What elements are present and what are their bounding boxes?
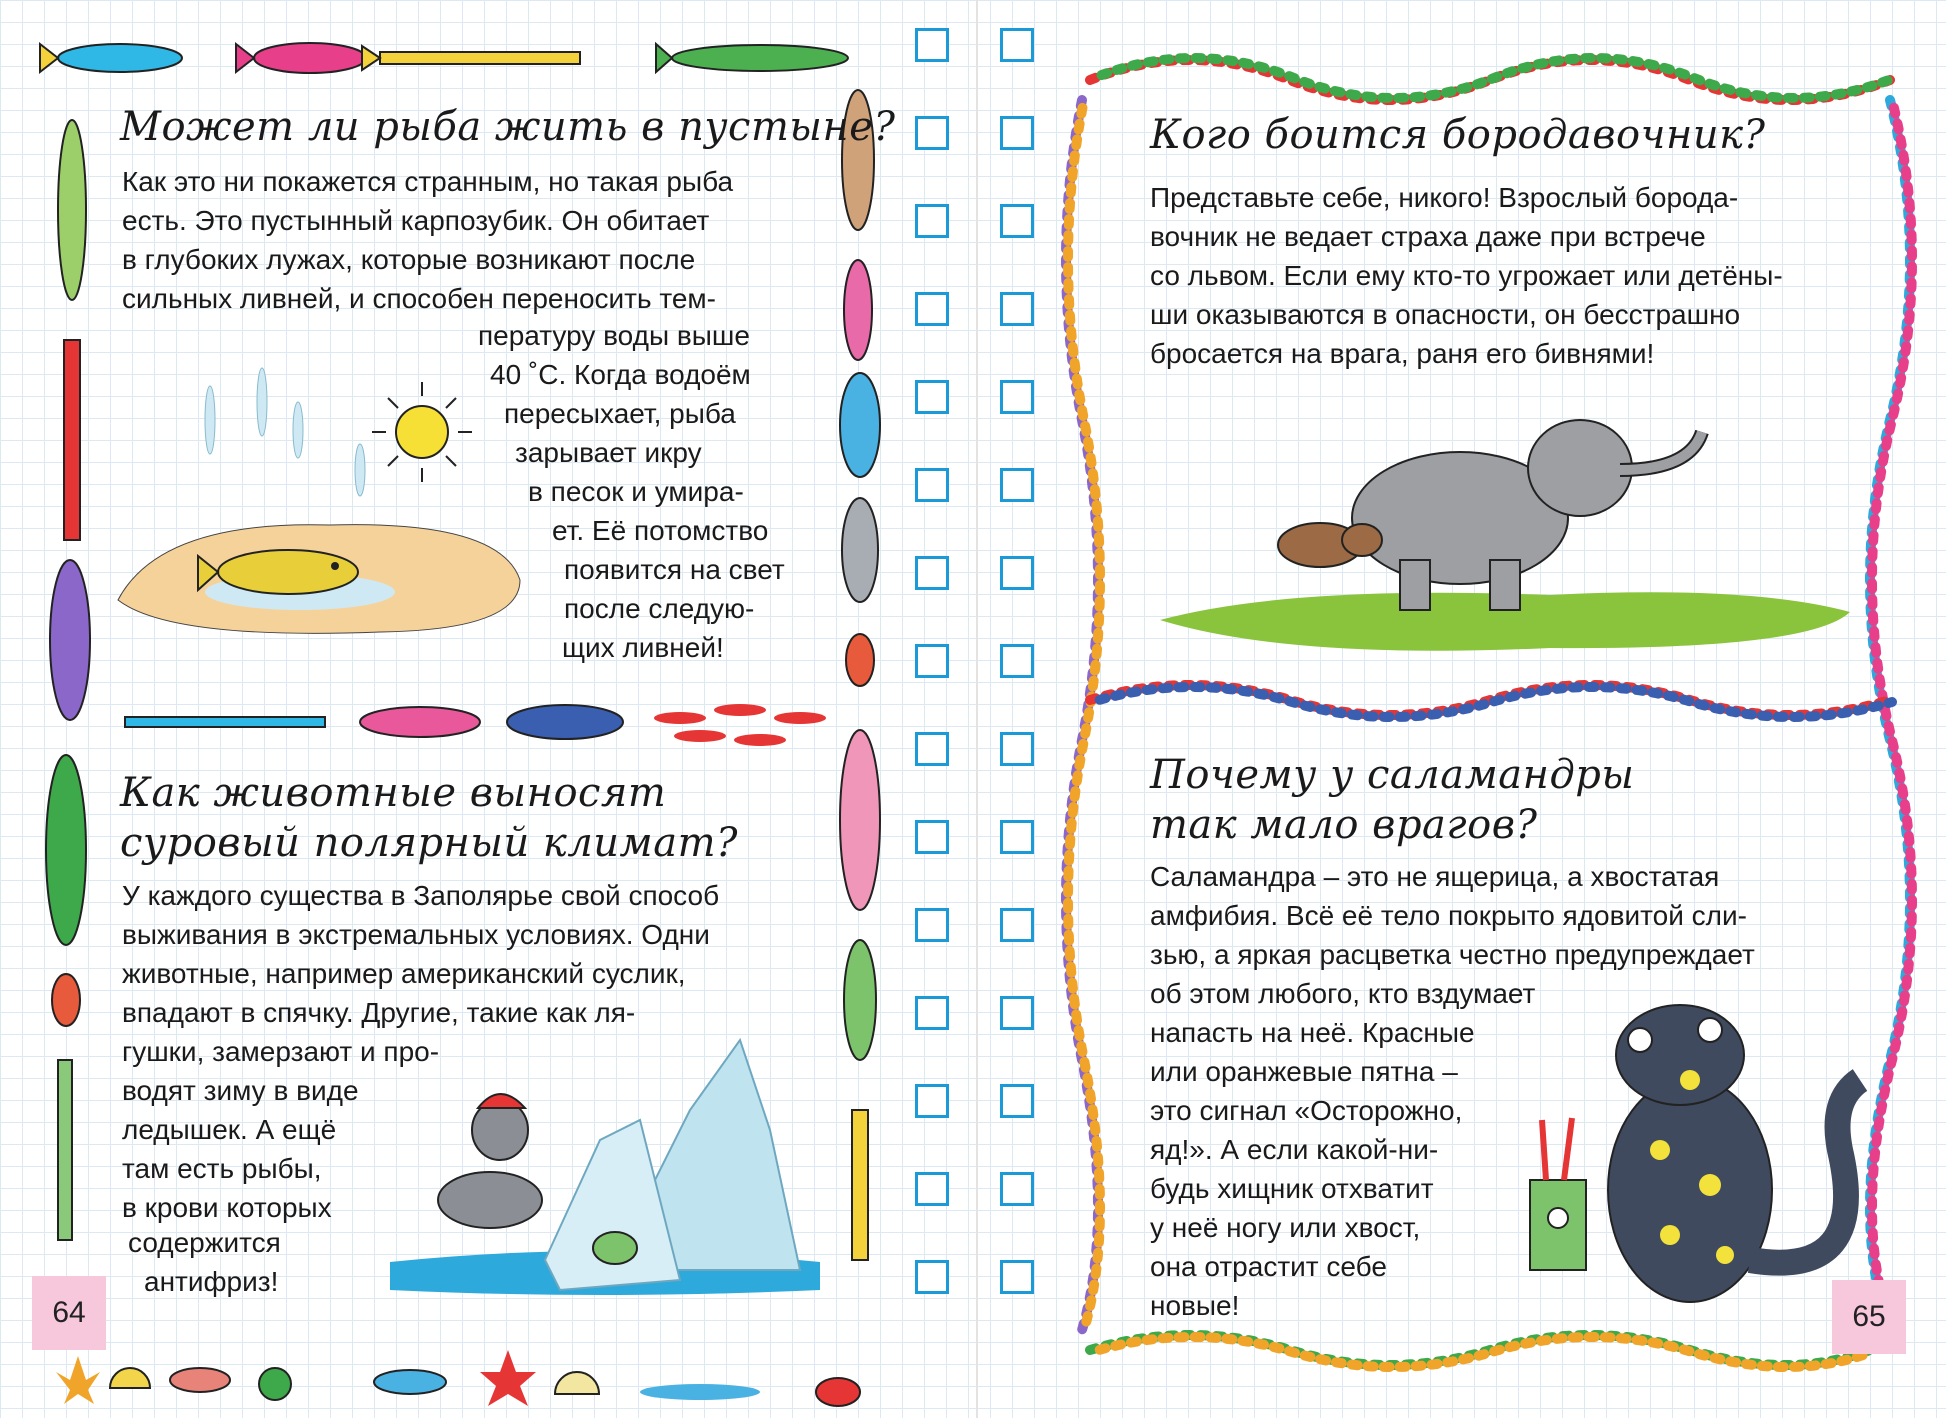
ring bbox=[915, 556, 949, 590]
body-line: выживания в экстремальных условиях. Одни bbox=[122, 919, 710, 950]
ring bbox=[915, 468, 949, 502]
ring bbox=[915, 908, 949, 942]
body-line: ши оказываются в опасности, он бесстрашно bbox=[1150, 299, 1741, 330]
body-line: новые! bbox=[1150, 1290, 1240, 1321]
body-line: щих ливней! bbox=[562, 632, 724, 663]
body-line: сильных ливней, и способен переносить тем- bbox=[122, 283, 717, 314]
body-line: есть. Это пустынный карпозубик. Он обитает bbox=[122, 205, 710, 236]
section-title-polar bbox=[120, 768, 738, 868]
body-line: напасть на неё. Красные bbox=[1150, 1017, 1475, 1048]
left-fish-column bbox=[46, 120, 90, 1240]
body-line: об этом любого, кто вздумает bbox=[1150, 978, 1536, 1009]
body-line: гушки, замерзают и про- bbox=[122, 1036, 440, 1067]
page-fold bbox=[976, 0, 978, 1418]
body-line: там есть рыбы, bbox=[122, 1153, 322, 1184]
body-line: ет. Её потомство bbox=[552, 515, 769, 546]
left-page bbox=[0, 0, 905, 1418]
ring bbox=[915, 732, 949, 766]
ring bbox=[915, 820, 949, 854]
body-line: У каждого существа в Заполярье свой способ bbox=[122, 880, 720, 911]
body-line: или оранжевые пятна – bbox=[1150, 1056, 1458, 1087]
body-line: зарывает икру bbox=[515, 437, 702, 468]
body-line: Представьте себе, никого! Взрослый борода- bbox=[1150, 182, 1739, 213]
ring bbox=[915, 116, 949, 150]
section-title-warthog: Кого боится бородавочник? bbox=[1150, 112, 1766, 158]
ring bbox=[915, 1260, 949, 1294]
section-body-warthog bbox=[1150, 178, 1783, 373]
ring bbox=[915, 28, 949, 62]
body-line: антифриз! bbox=[144, 1266, 279, 1297]
right-page bbox=[990, 0, 1946, 1418]
section-title-line: Почему у саламандры bbox=[1150, 752, 1635, 798]
body-line: ледышек. А ещё bbox=[122, 1114, 337, 1145]
body-line: амфибия. Всё её тело покрыто ядовитой сли- bbox=[1150, 900, 1747, 931]
right-fish-column bbox=[840, 90, 880, 1260]
ring bbox=[915, 1172, 949, 1206]
ring bbox=[915, 1084, 949, 1118]
page-number: 65 bbox=[1832, 1280, 1906, 1354]
ring bbox=[915, 996, 949, 1030]
body-line: это сигнал «Осторожно, bbox=[1150, 1095, 1463, 1126]
body-line: водят зиму в виде bbox=[122, 1075, 359, 1106]
bottom-shells-row bbox=[56, 1350, 860, 1406]
body-line: после следую- bbox=[564, 593, 755, 624]
body-line: появится на свет bbox=[564, 554, 785, 585]
desert-fish-illustration bbox=[118, 368, 520, 633]
elephant-warthog-illustration bbox=[1160, 420, 1850, 651]
body-line: со львом. Если ему кто-то угрожает или детёны- bbox=[1150, 260, 1783, 291]
body-line: 40 ˚С. Когда водоём bbox=[490, 359, 751, 390]
section-body-salamander bbox=[1150, 857, 1755, 1325]
ring bbox=[915, 380, 949, 414]
section-title-desert-fish: Может ли рыба жить в пустыне? bbox=[120, 104, 896, 150]
body-line: впадают в спячку. Другие, такие как ля- bbox=[122, 997, 636, 1028]
body-line: в крови которых bbox=[122, 1192, 332, 1223]
top-fish-row bbox=[40, 43, 848, 73]
section-title-salamander bbox=[1150, 750, 1634, 850]
section-title-line: Как животные выносят bbox=[120, 770, 667, 816]
body-line: содержится bbox=[128, 1227, 281, 1258]
body-line: Саламандра – это не ящерица, а хвостатая bbox=[1150, 861, 1720, 892]
binding-rings-left bbox=[915, 28, 955, 1348]
ring bbox=[915, 644, 949, 678]
middle-fish-row bbox=[125, 704, 826, 746]
page-number: 64 bbox=[32, 1276, 106, 1350]
body-line: пересыхает, рыба bbox=[504, 398, 736, 429]
body-line: у неё ногу или хвост, bbox=[1150, 1212, 1421, 1243]
body-line: бросается на врага, раня его бивнями! bbox=[1150, 338, 1655, 369]
body-line: зью, а яркая расцветка честно предупреждает bbox=[1150, 939, 1755, 970]
body-line: она отрастит себе bbox=[1150, 1251, 1387, 1282]
body-line: животные, например американский суслик, bbox=[122, 958, 686, 989]
body-line: яд!». А если какой-ни- bbox=[1150, 1134, 1439, 1165]
body-line: вочник не ведает страха даже при встрече bbox=[1150, 221, 1706, 252]
body-line: Как это ни покажется странным, но такая рыба bbox=[122, 166, 734, 197]
body-line: будь хищник отхватит bbox=[1150, 1173, 1434, 1204]
section-title-line: так мало врагов? bbox=[1150, 802, 1538, 848]
body-line: в песок и умира- bbox=[528, 476, 744, 507]
body-line: пературу воды выше bbox=[478, 320, 750, 351]
ring bbox=[915, 204, 949, 238]
body-line: в глубоких лужах, которые возникают после bbox=[122, 244, 696, 275]
ring bbox=[915, 292, 949, 326]
section-title-line: суровый полярный климат? bbox=[120, 820, 738, 866]
